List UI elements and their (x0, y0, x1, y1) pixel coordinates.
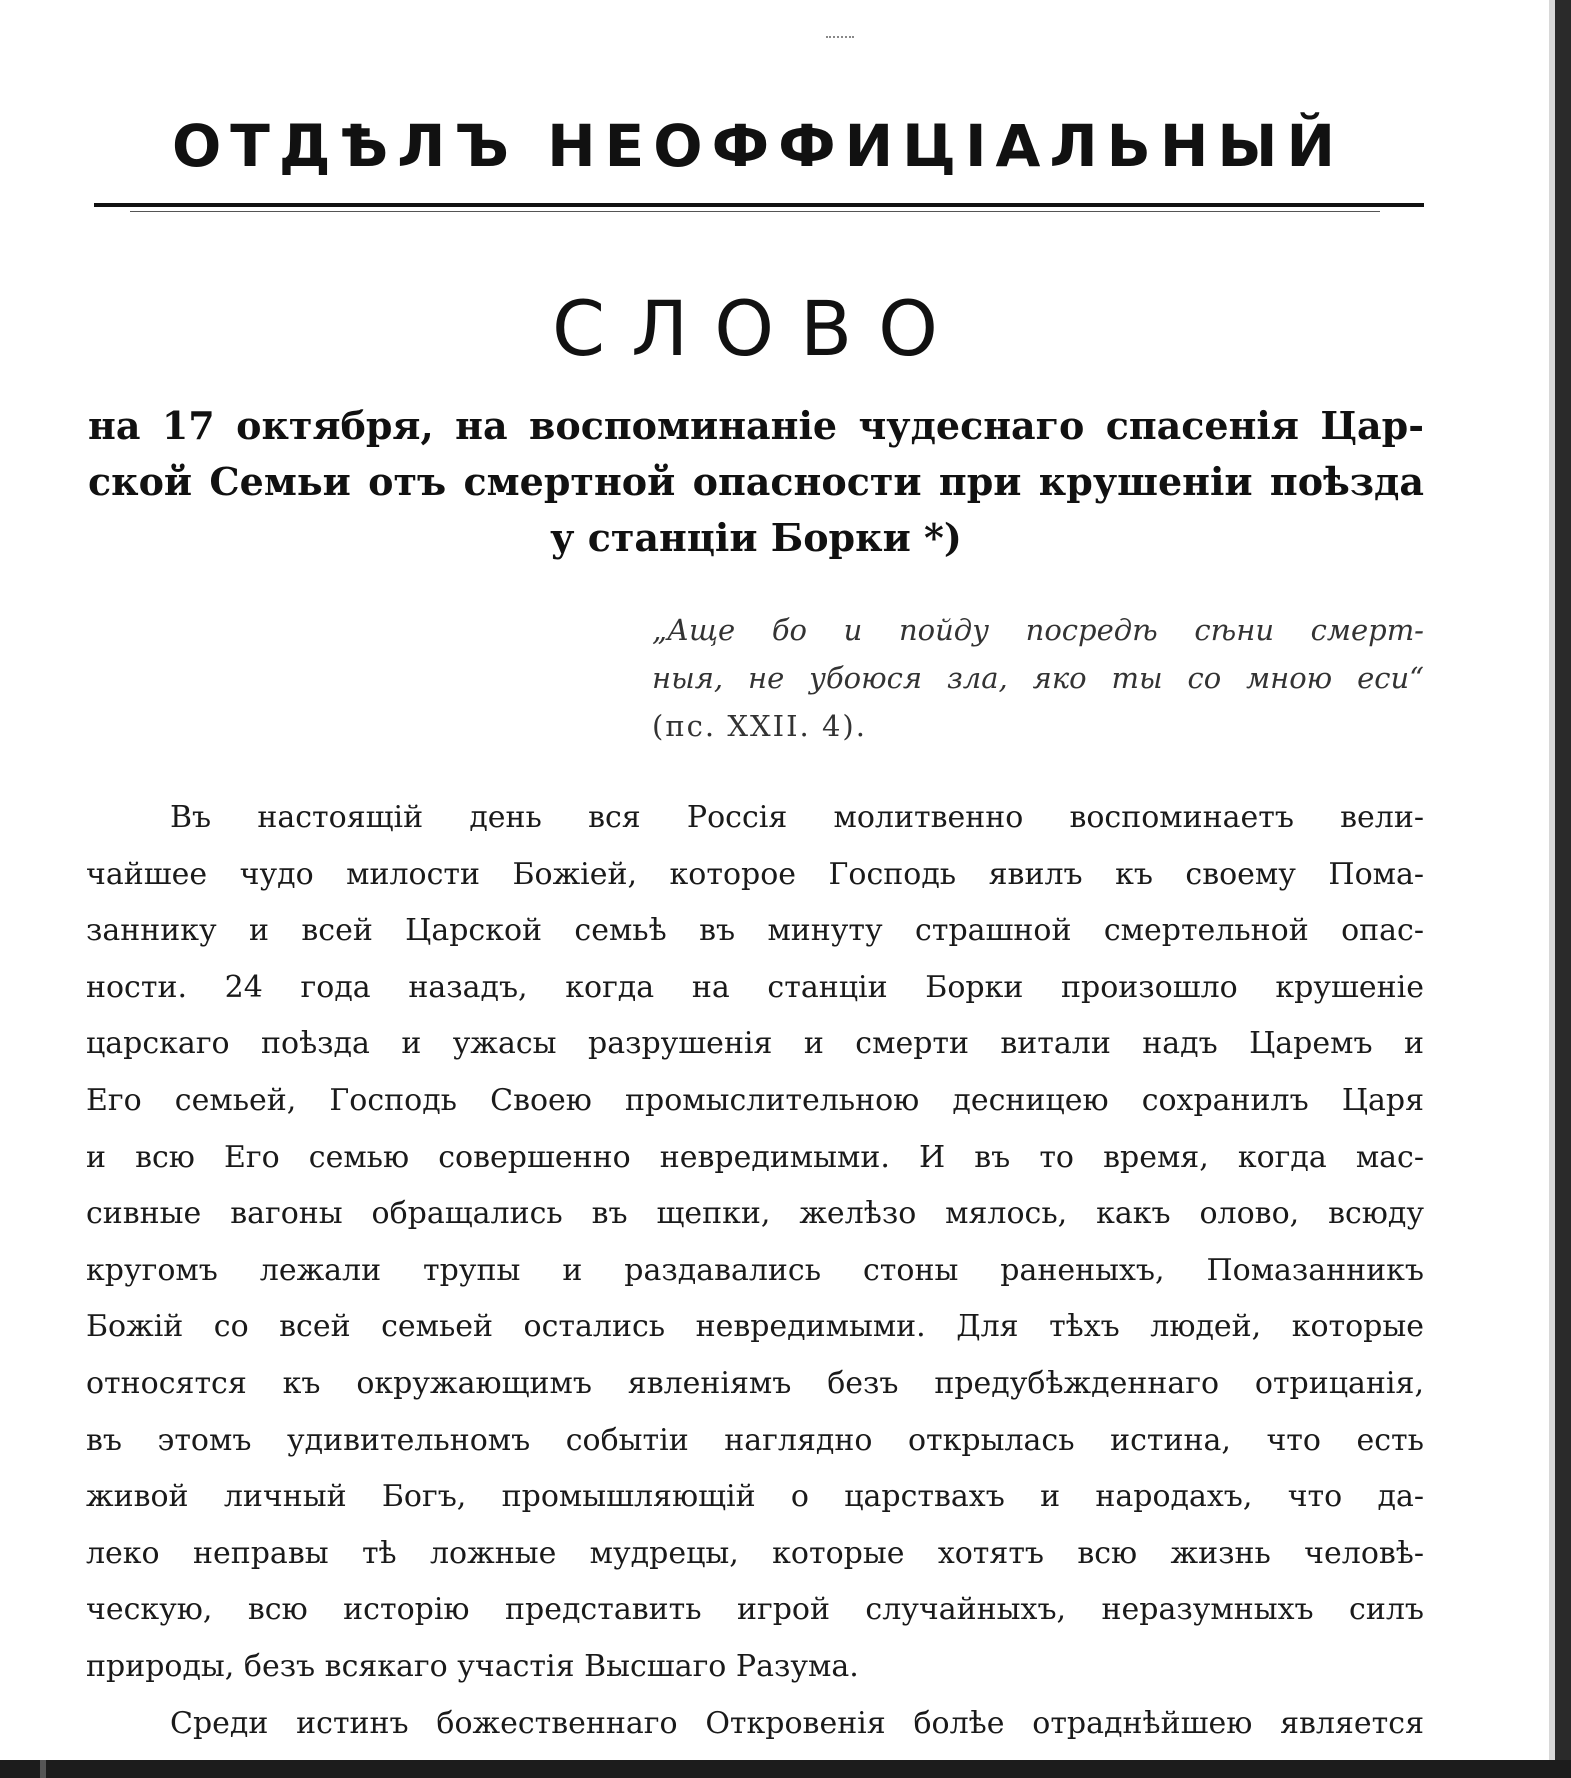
paragraph-line: кругомъ лежали трупы и раздавались стоны раненыхъ, Помазанникъ (86, 1252, 1424, 1288)
paragraph-line: природы, безъ всякаго участія Высшаго Разума. (86, 1648, 859, 1684)
paragraph-line: леко неправы тѣ ложные мудрецы, которые хотятъ всю жизнь человѣ- (86, 1535, 1424, 1571)
epigraph-line: „Аще бо и пойду посредѣ сѣни смерт- (652, 613, 1424, 647)
paragraph-line: заннику и всей Царской семьѣ въ минуту страшной смертельной опас- (86, 913, 1424, 949)
subtitle-line: на 17 октября, на воспоминаніе чудеснаго спасенія Цар- (88, 403, 1424, 448)
paragraph-line: чайшее чудо милости Божіей, которое Господь явилъ къ своему Пома- (86, 856, 1424, 892)
frame-marker (40, 1760, 46, 1778)
epigraph-reference: (пс. XXII. 4). (652, 709, 867, 743)
body-text (86, 790, 1424, 1752)
paragraph-line: сивные вагоны обращались въ щепки, желѣзо мялось, какъ олово, всюду (86, 1196, 1424, 1232)
sermon-title: СЛОВО (552, 284, 964, 373)
paragraph-line: Его семьей, Господь Своею промыслительною десницею сохранилъ Царя (86, 1082, 1424, 1118)
section-header: ОТДѢЛЪ НЕОФФИЦІАЛЬНЫЙ (172, 112, 1344, 180)
scan-mark (826, 36, 854, 44)
paragraph-line: Среди истинъ божественнаго Откровенія болѣе отраднѣйшею является (170, 1705, 1424, 1741)
paragraph-line: ческую, всю исторію представить игрой случайныхъ, неразумныхъ силъ (86, 1592, 1424, 1628)
paragraph-line: Въ настоящій день вся Россія молитвенно воспоминаетъ вели- (170, 800, 1424, 835)
paragraph-line: относятся къ окружающимъ явленіямъ безъ предубѣжденнаго отрицанія, (86, 1365, 1424, 1401)
paragraph-line: въ этомъ удивительномъ событіи наглядно открылась истина, что есть (86, 1422, 1424, 1458)
subtitle-line: у станціи Борки *) (550, 515, 962, 560)
epigraph-line: ныя, не убоюся зла, яко ты со мною еси“ (652, 661, 1424, 695)
paragraph-line: Божій со всей семьей остались невредимыми. Для тѣхъ людей, которые (86, 1309, 1424, 1345)
paragraph-line: живой личный Богъ, промышляющій о царствахъ и народахъ, что да- (86, 1479, 1424, 1515)
subtitle-line: ской Семьи отъ смертной опасности при крушеніи поѣзда (88, 459, 1424, 504)
epigraph (652, 606, 1424, 750)
viewer-frame-bottom (0, 1760, 1571, 1778)
paragraph-line: и всю Его семью совершенно невредимыми. И въ то время, когда мас- (86, 1139, 1424, 1175)
viewer-frame-right (1555, 0, 1571, 1778)
sermon-subtitle (88, 398, 1424, 566)
paragraph-line: ности. 24 года назадъ, когда на станціи Борки произошло крушеніе (86, 969, 1424, 1005)
paragraph-line: царскаго поѣзда и ужасы разрушенія и смерти витали надъ Царемъ и (86, 1026, 1424, 1062)
header-rule-thin (130, 211, 1380, 212)
header-rule (94, 203, 1424, 207)
